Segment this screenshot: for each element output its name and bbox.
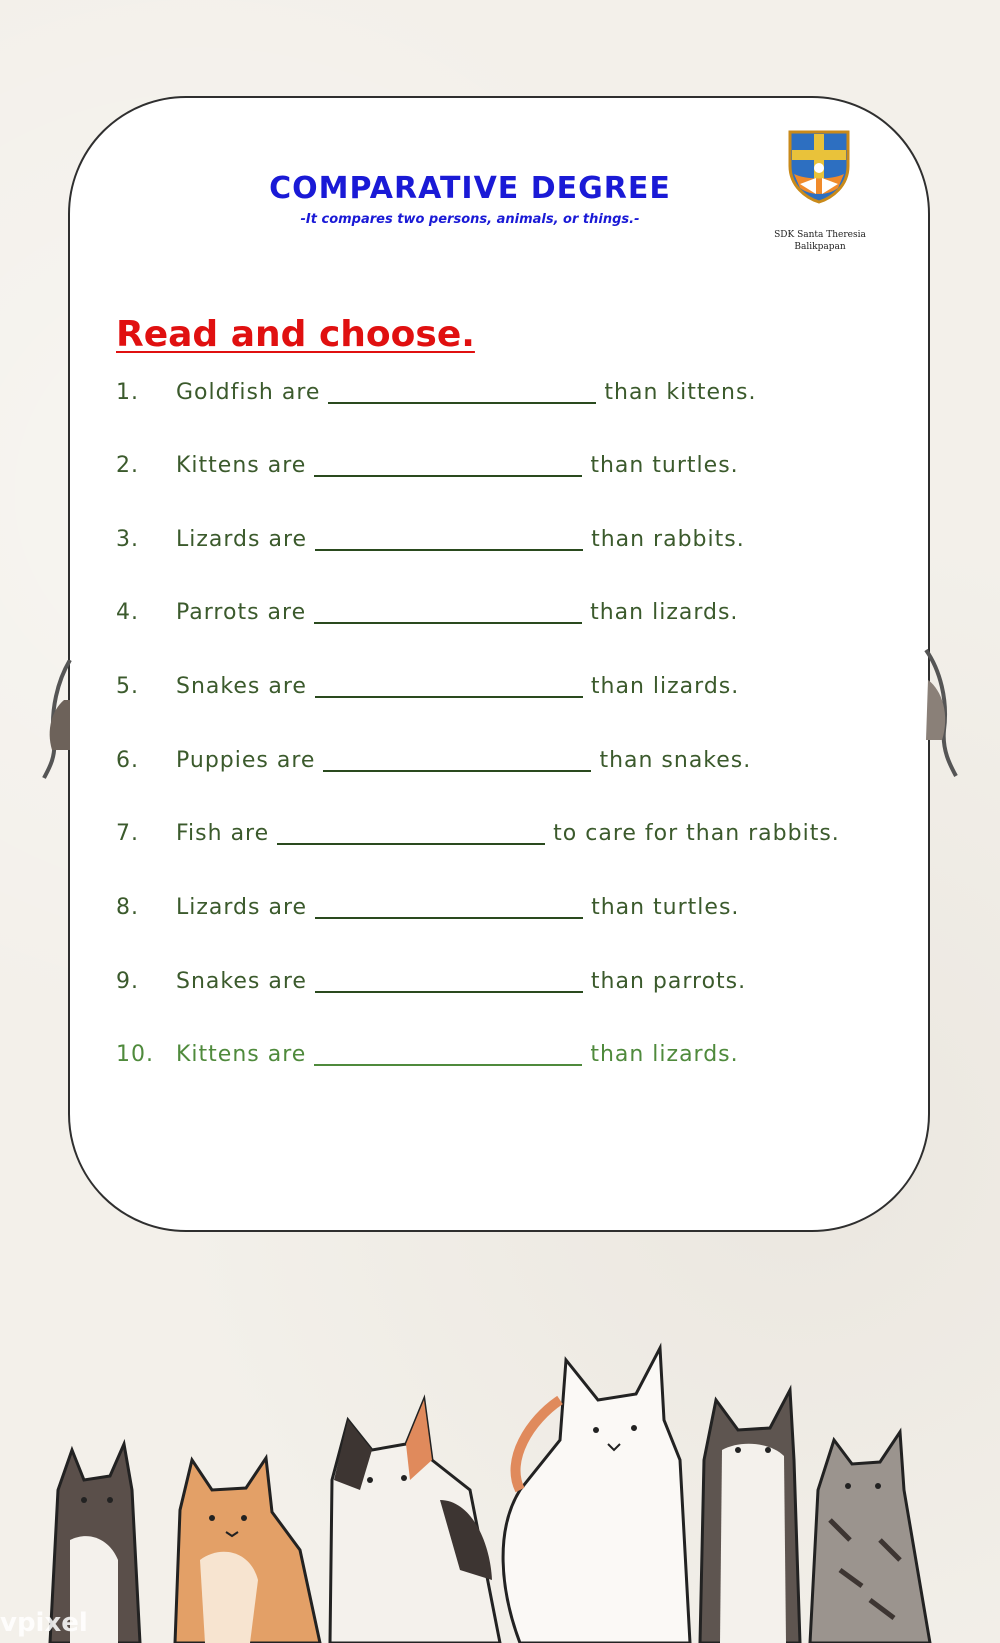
question-number: 3. bbox=[116, 526, 139, 552]
page-title: COMPARATIVE DEGREE bbox=[269, 171, 671, 206]
watermark-text: vpixel bbox=[0, 1608, 88, 1638]
answer-blank[interactable] bbox=[314, 1064, 582, 1066]
question-number: 10. bbox=[116, 1041, 154, 1067]
question-number: 6. bbox=[116, 747, 139, 773]
answer-blank[interactable] bbox=[315, 549, 583, 551]
cat-peek-left-icon bbox=[40, 660, 76, 780]
cat-grey-white-icon bbox=[700, 1390, 800, 1643]
question-item bbox=[116, 666, 739, 706]
answer-blank[interactable] bbox=[314, 622, 582, 624]
cats-illustration bbox=[0, 1340, 1000, 1643]
question-item bbox=[116, 961, 746, 1001]
school-crest-icon bbox=[786, 128, 852, 204]
answer-blank[interactable] bbox=[323, 770, 591, 772]
school-name-line2: Balikpapan bbox=[794, 242, 846, 252]
question-number: 5. bbox=[116, 673, 139, 699]
answer-blank[interactable] bbox=[277, 843, 545, 845]
question-text-before: Kittens are bbox=[176, 1041, 307, 1067]
cat-white-icon bbox=[503, 1348, 690, 1643]
answer-blank[interactable] bbox=[315, 917, 583, 919]
question-item bbox=[116, 445, 739, 485]
question-text-before: Snakes are bbox=[176, 673, 307, 699]
answer-blank[interactable] bbox=[314, 475, 582, 477]
answer-blank[interactable] bbox=[328, 402, 596, 404]
cat-orange-icon bbox=[175, 1458, 320, 1643]
question-text-after: than lizards. bbox=[590, 599, 739, 625]
question-text-after: than kittens. bbox=[604, 379, 757, 405]
question-item bbox=[116, 887, 739, 927]
cat-tabby-icon bbox=[810, 1432, 930, 1643]
question-text-after: than snakes. bbox=[599, 747, 752, 773]
question-text-before: Goldfish are bbox=[176, 379, 321, 405]
question-text-after: than rabbits. bbox=[591, 526, 745, 552]
question-item bbox=[116, 1034, 739, 1074]
answer-blank[interactable] bbox=[315, 991, 583, 993]
question-text-after: than turtles. bbox=[591, 894, 740, 920]
question-text-after: than lizards. bbox=[590, 1041, 739, 1067]
question-number: 9. bbox=[116, 968, 139, 994]
school-name bbox=[760, 229, 880, 253]
question-text-before: Fish are bbox=[176, 820, 270, 846]
question-text-after: than lizards. bbox=[590, 673, 740, 699]
page-subtitle: -It compares two persons, animals, or things.- bbox=[300, 212, 640, 227]
answer-blank[interactable] bbox=[315, 696, 583, 698]
school-name-line1: SDK Santa Theresia bbox=[774, 230, 866, 240]
question-item bbox=[116, 372, 756, 412]
question-text-before: Lizards are bbox=[176, 894, 308, 920]
question-number: 7. bbox=[116, 820, 139, 846]
question-text-before: Parrots are bbox=[176, 599, 307, 625]
cat-peek-right-icon bbox=[920, 640, 960, 780]
question-item bbox=[116, 740, 751, 780]
question-number: 8. bbox=[116, 894, 139, 920]
question-text-before: Snakes are bbox=[176, 968, 307, 994]
question-text-after: than parrots. bbox=[590, 968, 747, 994]
question-number: 2. bbox=[116, 452, 139, 478]
question-number: 1. bbox=[116, 379, 139, 405]
question-text-after: to care for than rabbits. bbox=[553, 820, 840, 846]
instruction-heading: Read and choose. bbox=[116, 314, 475, 355]
question-text-before: Puppies are bbox=[176, 747, 316, 773]
cat-calico-icon bbox=[330, 1400, 500, 1643]
question-text-after: than turtles. bbox=[590, 452, 739, 478]
question-item bbox=[116, 519, 745, 559]
question-text-before: Lizards are bbox=[176, 526, 308, 552]
question-text-before: Kittens are bbox=[176, 452, 307, 478]
question-number: 4. bbox=[116, 599, 139, 625]
question-item bbox=[116, 592, 738, 632]
question-item bbox=[116, 813, 840, 853]
